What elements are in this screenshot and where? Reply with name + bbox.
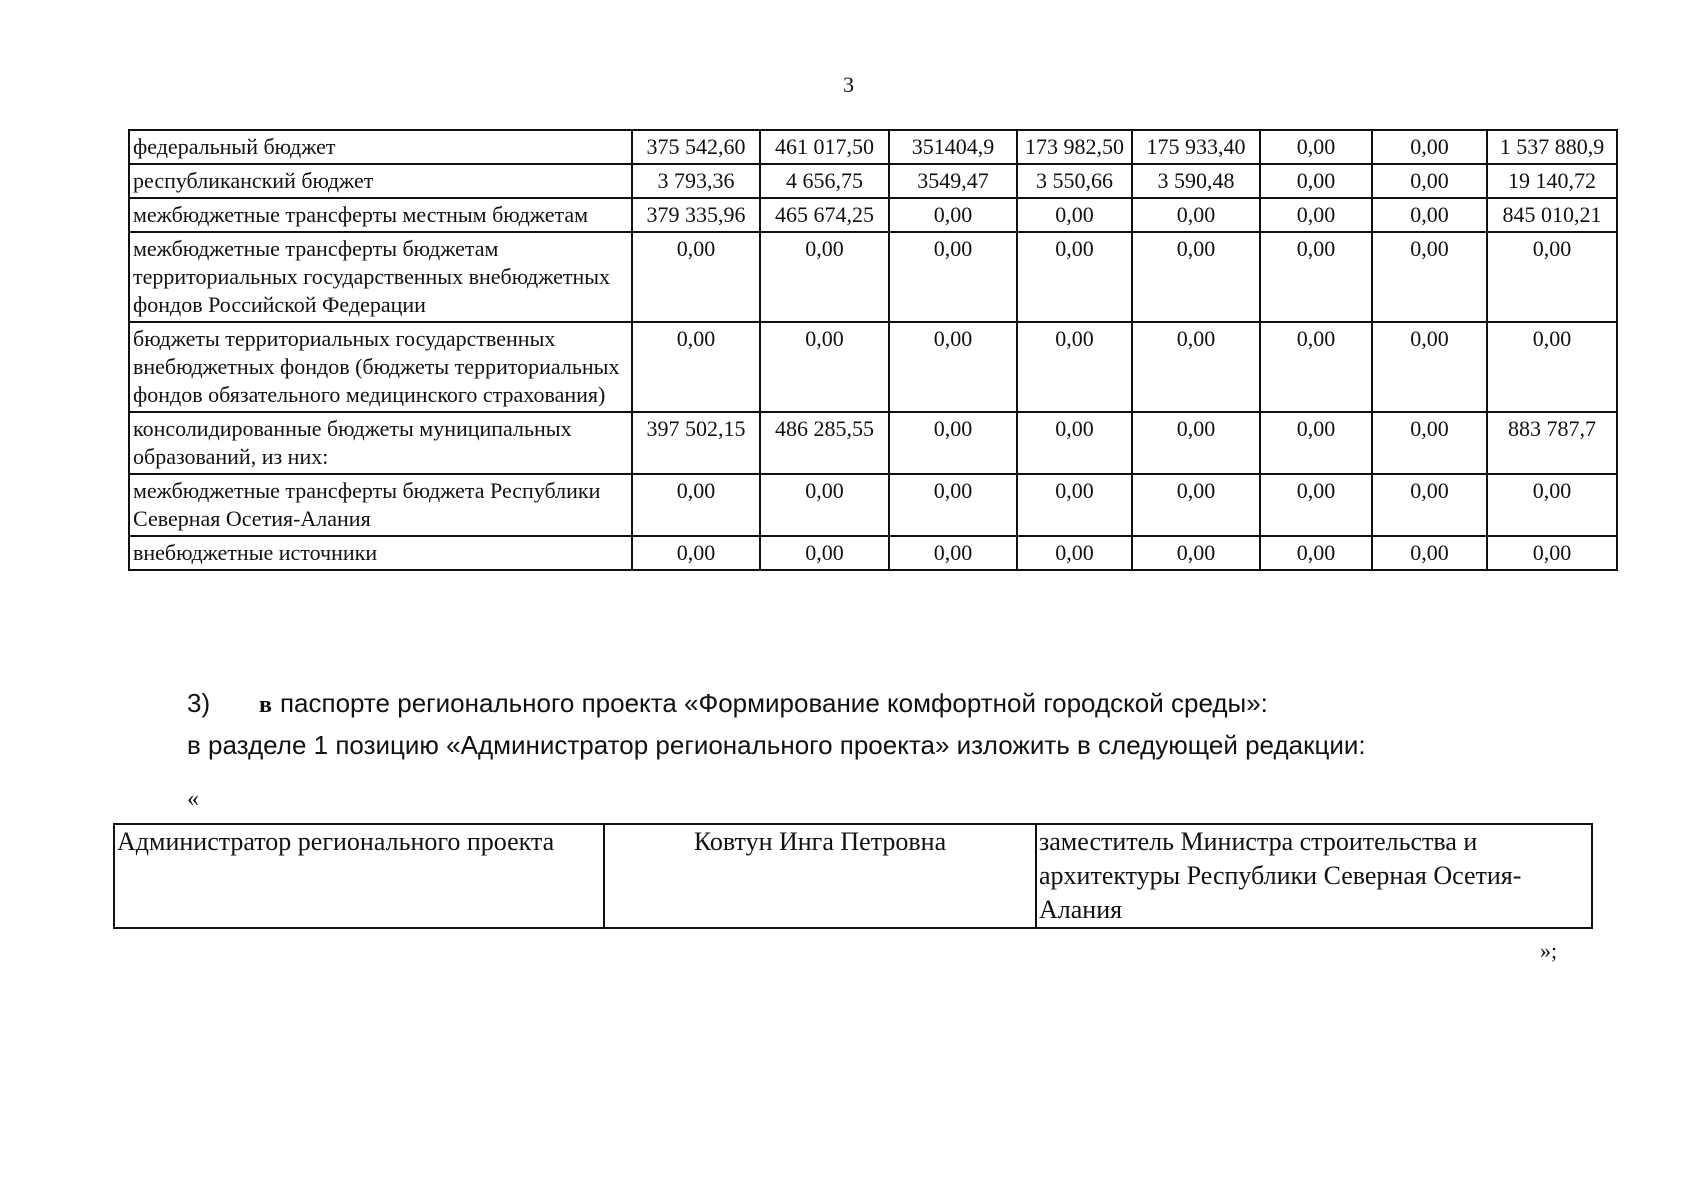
value-cell: 486 285,55: [760, 412, 889, 474]
value-cell: 0,00: [1372, 536, 1487, 570]
value-cell: 4 656,75: [760, 164, 889, 198]
quote-close-mark: »;: [1540, 938, 1558, 963]
value-cell: 0,00: [632, 322, 760, 412]
value-cell: 0,00: [1260, 474, 1372, 536]
row-label: республиканский бюджет: [129, 164, 632, 198]
value-cell: 0,00: [889, 322, 1017, 412]
table-row: [129, 322, 1617, 412]
table-row: [129, 198, 1617, 232]
table-row: [129, 232, 1617, 322]
row-label: консолидированные бюджеты муниципальных образований, из них:: [129, 412, 632, 474]
value-cell: 0,00: [889, 198, 1017, 232]
value-cell: 0,00: [1132, 198, 1260, 232]
quote-open-mark: «: [187, 786, 199, 812]
value-cell: 0,00: [1132, 412, 1260, 474]
paragraph-lead: в: [259, 692, 272, 718]
value-cell: 0,00: [1260, 164, 1372, 198]
paragraph-section-1: в разделе 1 позицию «Администратор регионального проекта» изложить в следующей редакции:: [187, 730, 1366, 760]
administrator-table: [113, 823, 1593, 929]
value-cell: 0,00: [1017, 536, 1132, 570]
value-cell: 883 787,7: [1487, 412, 1617, 474]
table-row: [129, 474, 1617, 536]
value-cell: 0,00: [760, 322, 889, 412]
value-cell: 0,00: [1372, 322, 1487, 412]
value-cell: 397 502,15: [632, 412, 760, 474]
row-label: внебюджетные источники: [129, 536, 632, 570]
row-label: межбюджетные трансферты бюджетам территориальных государственных внебюджетных фондов Российской Федерации: [129, 232, 632, 322]
value-cell: 0,00: [1017, 232, 1132, 322]
value-cell: 0,00: [889, 536, 1017, 570]
row-label: федеральный бюджет: [129, 130, 632, 164]
value-cell: 0,00: [1372, 198, 1487, 232]
value-cell: 0,00: [1260, 198, 1372, 232]
table-row: [129, 412, 1617, 474]
value-cell: 0,00: [1260, 232, 1372, 322]
value-cell: 0,00: [1017, 412, 1132, 474]
value-cell: 0,00: [889, 412, 1017, 474]
value-cell: 0,00: [889, 232, 1017, 322]
value-cell: 461 017,50: [760, 130, 889, 164]
value-cell: 1 537 880,9: [1487, 130, 1617, 164]
administrator-name-cell: Ковтун Инга Петровна: [604, 824, 1036, 928]
page-number: 3: [843, 72, 854, 97]
value-cell: 0,00: [1017, 474, 1132, 536]
value-cell: 0,00: [1260, 536, 1372, 570]
value-cell: 0,00: [1132, 322, 1260, 412]
value-cell: 0,00: [1487, 536, 1617, 570]
value-cell: 0,00: [632, 474, 760, 536]
value-cell: 375 542,60: [632, 130, 760, 164]
value-cell: 0,00: [760, 232, 889, 322]
value-cell: 0,00: [1132, 474, 1260, 536]
value-cell: 845 010,21: [1487, 198, 1617, 232]
value-cell: 351404,9: [889, 130, 1017, 164]
value-cell: 173 982,50: [1017, 130, 1132, 164]
value-cell: 379 335,96: [632, 198, 760, 232]
value-cell: 0,00: [1260, 322, 1372, 412]
value-cell: 0,00: [632, 536, 760, 570]
value-cell: 3 550,66: [1017, 164, 1132, 198]
budget-table-body: [129, 130, 1617, 570]
row-label: бюджеты территориальных государственных внебюджетных фондов (бюджеты территориальных фондов обязательного медицинского страхования): [129, 322, 632, 412]
value-cell: 0,00: [1487, 322, 1617, 412]
value-cell: 0,00: [1487, 232, 1617, 322]
value-cell: 0,00: [1017, 322, 1132, 412]
administrator-row: [114, 824, 1592, 928]
value-cell: 0,00: [1372, 232, 1487, 322]
row-label: межбюджетные трансферты бюджета Республики Северная Осетия-Алания: [129, 474, 632, 536]
value-cell: 0,00: [1487, 474, 1617, 536]
value-cell: 0,00: [889, 474, 1017, 536]
value-cell: 0,00: [1017, 198, 1132, 232]
row-label: межбюджетные трансферты местным бюджетам: [129, 198, 632, 232]
value-cell: 0,00: [1132, 536, 1260, 570]
value-cell: 0,00: [1260, 412, 1372, 474]
paragraph-item-3: [187, 688, 1268, 719]
table-row: [129, 130, 1617, 164]
value-cell: 3549,47: [889, 164, 1017, 198]
value-cell: 3 590,48: [1132, 164, 1260, 198]
value-cell: 0,00: [632, 232, 760, 322]
value-cell: 0,00: [1372, 164, 1487, 198]
table-row: [129, 164, 1617, 198]
table-row: [129, 536, 1617, 570]
administrator-role-cell: Администратор регионального проекта: [114, 824, 604, 928]
value-cell: 3 793,36: [632, 164, 760, 198]
value-cell: 0,00: [760, 536, 889, 570]
value-cell: 0,00: [1372, 412, 1487, 474]
budget-table: [128, 129, 1618, 571]
value-cell: 465 674,25: [760, 198, 889, 232]
administrator-position-cell: заместитель Министра строительства и архитектуры Республики Северная Осетия-Алания: [1036, 824, 1592, 928]
value-cell: 0,00: [1132, 232, 1260, 322]
value-cell: 175 933,40: [1132, 130, 1260, 164]
value-cell: 0,00: [1372, 474, 1487, 536]
value-cell: 0,00: [1260, 130, 1372, 164]
paragraph-number: 3): [187, 688, 211, 718]
value-cell: 0,00: [1372, 130, 1487, 164]
paragraph-text: паспорте регионального проекта «Формирование комфортной городской среды»:: [279, 688, 1268, 718]
value-cell: 19 140,72: [1487, 164, 1617, 198]
value-cell: 0,00: [760, 474, 889, 536]
